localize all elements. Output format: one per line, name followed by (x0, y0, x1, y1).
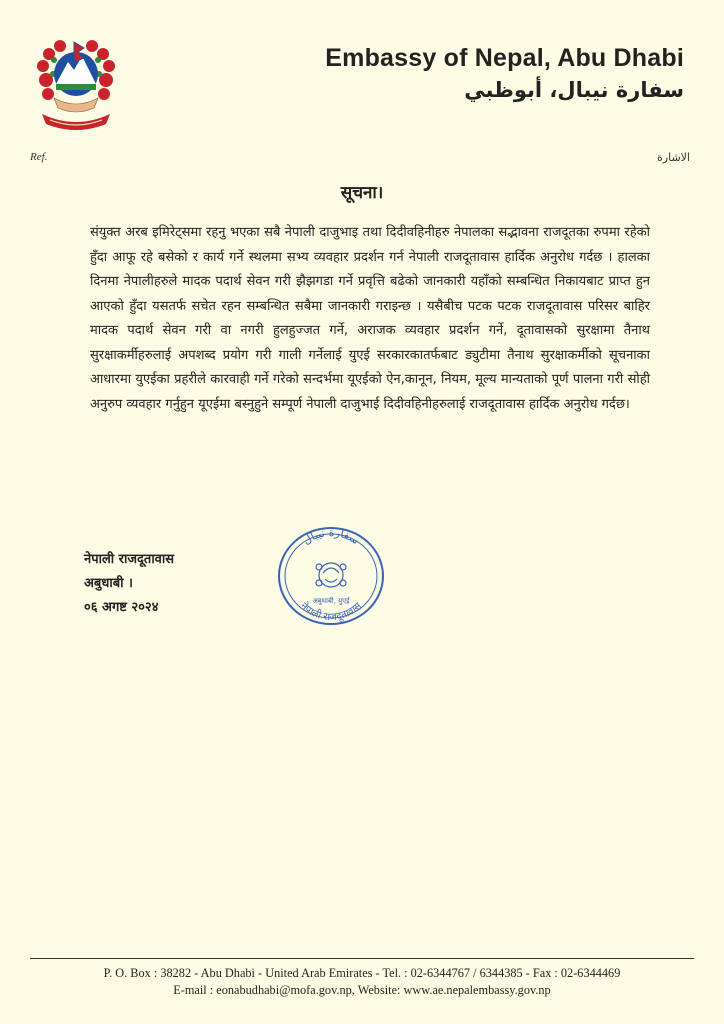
stamp-nepali-text: नेपाली राजदूतावास (298, 600, 364, 624)
embassy-seal-stamp-icon (273, 523, 389, 629)
signature-date: ०६ अगष्ट २०२४ (84, 600, 159, 615)
notice-title: सूचना। (340, 183, 384, 203)
notice-body: संयुक्त अरब इमिरेट्समा रहनु भएका सबै नेपाली दाजुभाइ तथा दिदीवहिनीहरु नेपालका सद्भावना राजदूतका रुपमा रहेको हुँदा आफू रहे बसेको र कार्य गर्ने स्थलमा सभ्य व्यवहार प्रदर्शन गर्न नेपाली राजदूतावास हार्दिक अनुरोध गर्दछ । हालका दिनमा नेपालीहरुले मादक पदार्थ सेवन गरी झैझगडा गर्ने प्रवृत्ति बढेको जानकारी यहाँको सम्बन्धित निकायबाट प्राप्त हुन आएको हुँदा यसतर्फ सचेत रहन सम्बन्धित सबैमा जानकारी गराइन्छ । यसैबीच पटक पटक राजदूतावास परिसर बाहिर मादक पदार्थ सेवन गरी वा नगरी हुलहुज्जत गर्ने, अराजक व्यवहार प्रदर्शन गर्ने, दूतावासको सुरक्षामा तैनाथ सुरक्षाकर्मीहरुलाई अपशब्द प्रयोग गरी गाली गर्नेलाई युएई सरकारकातर्फबाट ड्युटीमा तैनाथ सुरक्षाकर्मीको सूचनाका आधारमा युएईका प्रहरीले कारवाही गर्ने गरेको सन्दर्भमा यूएईको ऐन,कानून, नियम, मूल्य मान्यताको पूर्ण पालना गरी सोही अनुरुप व्यवहार गर्नुहुन यूएईमा बस्नुहुने सम्पूर्ण नेपाली दाजुभाई दिदीवहिनीहरुलाई राजदूतावास हार्दिक अनुरोध गर्दछ। (90, 225, 650, 412)
embassy-title-arabic: سفارة نيبال، أبوظبي (464, 78, 684, 102)
stamp-arabic-text: سفارة نيبال (300, 525, 362, 548)
signature-block (84, 548, 174, 620)
footer-divider (30, 958, 694, 959)
svg-text:سفارة نيبال (301, 526, 362, 547)
signature-office: नेपाली राजदूतावास (84, 552, 175, 567)
footer-email-website-line: E-mail : eonabudhabi@mofa.gov.np, Website: www.ae.nepalembassy.gov.np (173, 983, 551, 997)
ref-label: Ref. (30, 151, 48, 163)
nepal-coat-of-arms-icon (34, 38, 118, 134)
ref-label-arabic: الاشارة (657, 151, 690, 164)
footer-contact-line: P. O. Box : 38282 - Abu Dhabi - United Arab Emirates - Tel. : 02-6344767 / 6344385 - Fax : 02-6344469 (103, 966, 621, 980)
signature-city: अबुधाबी । (84, 576, 133, 591)
embassy-title: Embassy of Nepal, Abu Dhabi (325, 44, 684, 72)
stamp-city-text: अबुधाबी, युएई (312, 597, 350, 605)
